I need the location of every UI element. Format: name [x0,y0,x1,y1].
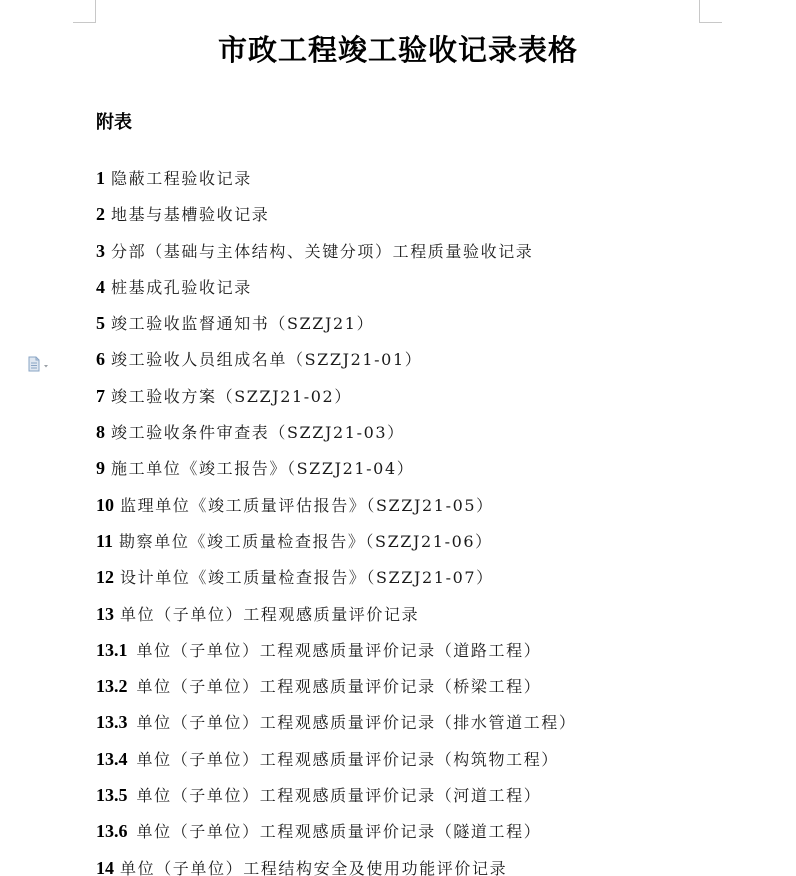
list-item [96,709,736,745]
list-item [96,383,736,419]
list-item-number: 3 [96,240,105,261]
list-item [96,419,736,455]
list-item-text: 单位（子单位）工程观感质量评价记录（桥梁工程） [136,677,542,697]
list-item-number: 13.6 [96,821,128,842]
list-item-text: 地基与基槽验收记录 [111,205,270,225]
list-item [96,310,736,346]
list-item-text: 竣工验收方案（SZZJ21-02） [111,386,352,406]
list-item-text: 竣工验收监督通知书（SZZJ21） [111,314,375,334]
document-dropdown-icon[interactable] [27,356,51,372]
list-item-text: 单位（子单位）工程结构安全及使用功能评价记录 [120,858,508,876]
list-item-text: 单位（子单位）工程观感质量评价记录 [120,604,420,624]
list-item-text: 设计单位《竣工质量检查报告》（SZZJ21-07） [120,568,494,588]
list-item-number: 6 [96,349,105,370]
list-item-text: 单位（子单位）工程观感质量评价记录（隧道工程） [136,822,542,842]
list-item-text: 隐蔽工程验收记录 [111,169,252,188]
appendix-list [96,165,736,876]
list-item-text: 竣工验收条件审查表（SZZJ21-03） [111,423,405,443]
list-item-number: 14 [96,857,114,876]
list-item-number: 12 [96,567,114,588]
list-item [96,528,736,564]
list-item [96,346,736,382]
list-item-text: 勘察单位《竣工质量检查报告》（SZZJ21-06） [119,531,493,551]
list-item-number: 8 [96,422,105,443]
list-item-text: 桩基成孔验收记录 [111,277,252,297]
list-item-text: 单位（子单位）工程观感质量评价记录（道路工程） [136,640,542,660]
list-item [96,673,736,709]
list-item-text: 竣工验收人员组成名单（SZZJ21-01） [111,350,423,370]
list-item [96,601,736,637]
list-item [96,818,736,854]
list-item-number: 13.4 [96,748,128,769]
list-item-text: 单位（子单位）工程观感质量评价记录（排水管道工程） [136,713,577,733]
list-item-number: 13 [96,603,114,624]
list-item-number: 5 [96,313,105,334]
list-item [96,637,736,673]
list-item-number: 13.3 [96,712,128,733]
list-item-number: 13.5 [96,785,128,806]
list-item-number: 13.2 [96,676,128,697]
list-item-number: 10 [96,494,114,515]
list-item-text: 单位（子单位）工程观感质量评价记录（构筑物工程） [136,749,559,769]
list-item-number: 4 [96,276,105,297]
list-item-number: 13.1 [96,639,128,660]
list-item [96,746,736,782]
list-item [96,855,736,876]
list-item [96,274,736,310]
list-item [96,201,736,237]
list-item-text: 施工单位《竣工报告》（SZZJ21-04） [111,459,415,479]
list-item-number: 1 [96,168,105,188]
list-item-text: 监理单位《竣工质量评估报告》（SZZJ21-05） [120,495,494,515]
list-item-number: 2 [96,204,105,225]
list-item [96,165,736,201]
list-item [96,455,736,491]
crop-mark-top-right [699,0,722,23]
list-item-number: 11 [96,530,114,551]
list-item-text: 分部（基础与主体结构、关键分项）工程质量验收记录 [111,241,534,261]
list-item [96,492,736,528]
page-title: 市政工程竣工验收记录表格 [217,33,578,67]
list-item [96,238,736,274]
list-item-number: 7 [96,385,105,406]
list-item-text: 单位（子单位）工程观感质量评价记录（河道工程） [136,786,542,806]
crop-mark-top-left [73,0,96,23]
appendix-heading: 附表 [96,112,132,133]
list-item [96,564,736,600]
list-item-number: 9 [96,458,105,479]
list-item [96,782,736,818]
